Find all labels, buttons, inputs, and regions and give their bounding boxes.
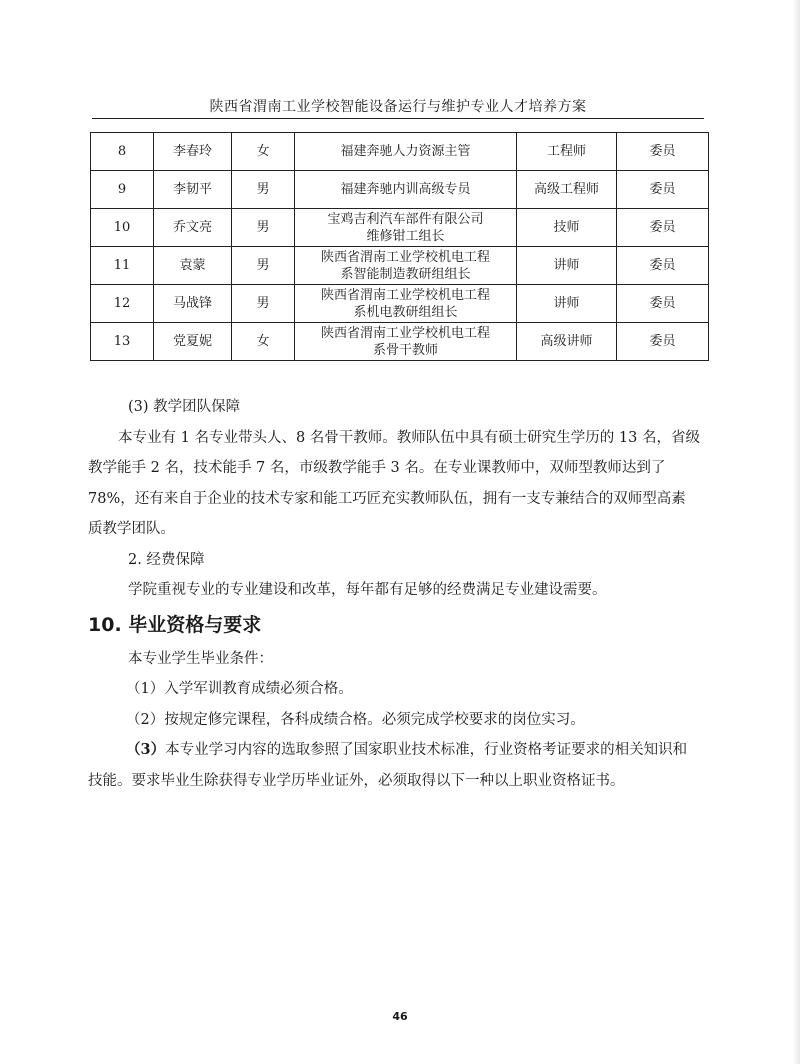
member-unit-cell (295, 285, 517, 323)
member-title-cell: 讲师 (517, 285, 617, 323)
member-unit-cell (295, 133, 517, 171)
table-row (91, 285, 709, 323)
member-gender-cell: 女 (232, 323, 295, 361)
committee-table (90, 132, 709, 361)
unit-line: 陕西省渭南工业学校机电工程 (320, 325, 490, 341)
member-title-cell: 高级工程师 (517, 171, 617, 209)
member-name-cell: 乔文亮 (154, 209, 232, 247)
member-unit-cell (295, 323, 517, 361)
row-number-cell: 8 (91, 133, 154, 171)
table-row (91, 323, 709, 361)
teaching-team-heading: (3) 教学团队保障 (128, 399, 241, 415)
unit-line: 系机电教研组组长 (353, 304, 458, 320)
member-gender-cell: 女 (232, 133, 295, 171)
funding-paragraph: 学院重视专业的专业建设和改革，每年都有足够的经费满足专业建设需要。 (128, 582, 607, 598)
unit-line: 陕西省渭南工业学校机电工程 (320, 249, 490, 265)
member-name-cell: 马战锋 (154, 285, 232, 323)
table-row (91, 133, 709, 171)
member-role-cell: 委员 (617, 247, 709, 285)
member-title-cell: 讲师 (517, 247, 617, 285)
page-number: 46 (392, 1010, 408, 1023)
member-unit-cell (295, 247, 517, 285)
member-unit-cell (295, 171, 517, 209)
member-gender-cell: 男 (232, 209, 295, 247)
member-name-cell: 袁蒙 (154, 247, 232, 285)
member-name-cell: 李春玲 (154, 133, 232, 171)
teaching-team-paragraph: 本专业有 1 名专业带头人、8 名骨干教师。教师队伍中具有硕士研究生学历的 13 名，省级教学能手 2 名，技术能手 7 名，市级教学能手 3 名。在专业课教师中，双师型教师达到了 78%，还有来自于企业的技术专家和能工巧匠充实教师队伍，拥有一支专兼结合的双师型高素质教学团队。 (88, 429, 700, 537)
member-gender-cell: 男 (232, 285, 295, 323)
graduation-item-2: （2）按规定修完课程，各科成绩合格。必须完成学校要求的岗位实习。 (126, 711, 585, 728)
row-number-cell: 9 (91, 171, 154, 209)
row-number-cell: 11 (91, 247, 154, 285)
graduation-intro: 本专业学生毕业条件： (128, 650, 273, 667)
member-title-cell: 技师 (517, 209, 617, 247)
unit-line: 宝鸡吉利汽车部件有限公司 (327, 211, 484, 227)
row-number-cell: 13 (91, 323, 154, 361)
graduation-item-1: （1）入学军训教育成绩必须合格。 (126, 681, 353, 697)
member-title-cell: 高级讲师 (517, 323, 617, 361)
unit-line: 维修钳工组长 (366, 228, 445, 244)
unit-line: 福建奔驰人力资源主管 (340, 144, 471, 159)
member-gender-cell: 男 (232, 247, 295, 285)
member-role-cell: 委员 (617, 285, 709, 323)
member-role-cell: 委员 (617, 323, 709, 361)
row-number-cell: 12 (91, 285, 154, 323)
graduation-item-3-text: 本专业学习内容的选取参照了国家职业技术标准，行业资格考证要求的相关知识和技能。要求毕业生除获得专业学历毕业证外，必须取得以下一种以上职业资格证书。 (88, 742, 688, 789)
member-role-cell: 委员 (617, 133, 709, 171)
page-edge-shadow (792, 0, 800, 1064)
unit-line: 陕西省渭南工业学校机电工程 (320, 287, 490, 303)
table-row (91, 171, 709, 209)
unit-line: 系智能制造教研组组长 (340, 266, 471, 282)
row-number-cell: 10 (91, 209, 154, 247)
funding-heading: 2. 经费保障 (128, 551, 205, 568)
member-unit-cell (295, 209, 517, 247)
page-header-title: 陕西省渭南工业学校智能设备运行与维护专业人才培养方案 (209, 99, 587, 115)
member-name-cell: 党夏妮 (154, 323, 232, 361)
member-title-cell: 工程师 (517, 133, 617, 171)
table-row (91, 209, 709, 247)
graduation-section-title: 10. 毕业资格与要求 (88, 613, 262, 636)
member-name-cell: 李韧平 (154, 171, 232, 209)
graduation-item-3-number: （3） (126, 741, 166, 758)
unit-line: 福建奔驰内训高级专员 (340, 182, 471, 197)
main-content (88, 392, 700, 796)
unit-line: 系骨干教师 (372, 342, 438, 358)
table-row (91, 247, 709, 285)
graduation-item-3 (88, 735, 700, 796)
member-gender-cell: 男 (232, 171, 295, 209)
header-divider (92, 118, 704, 119)
member-role-cell: 委员 (617, 171, 709, 209)
member-role-cell: 委员 (617, 209, 709, 247)
